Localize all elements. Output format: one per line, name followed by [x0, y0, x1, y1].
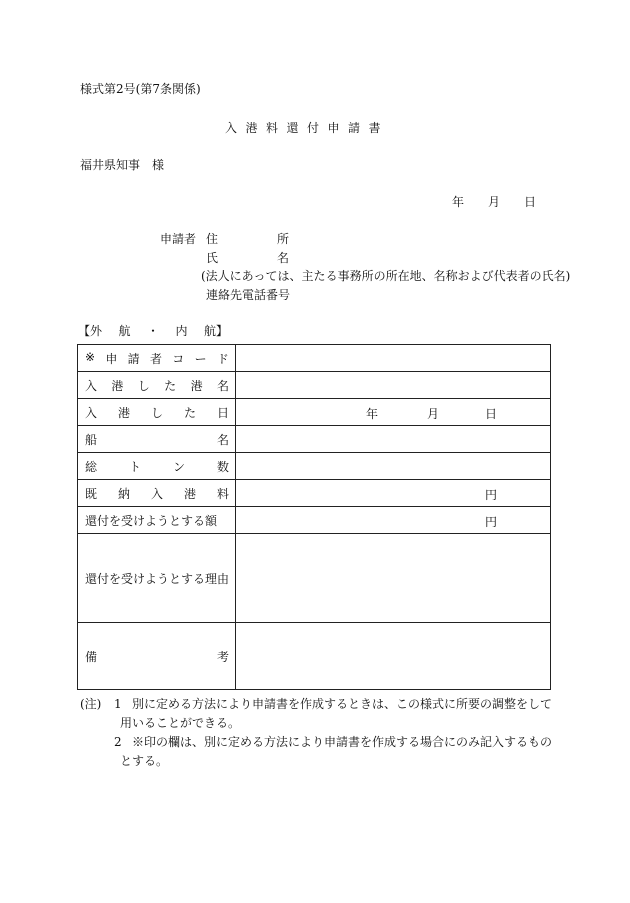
form-number: 様式第2号(第7条関係)	[80, 82, 201, 96]
name-label-2: 名	[277, 251, 290, 265]
table-row	[78, 345, 551, 372]
label-char: 数	[216, 459, 229, 474]
label-entry-date	[78, 399, 236, 426]
paid-fee-field[interactable]	[236, 480, 551, 507]
note-item	[80, 695, 560, 714]
yen-unit: 円	[485, 488, 498, 502]
label-char: コ	[172, 351, 185, 366]
section-char-2: 内	[175, 324, 188, 338]
label-char: 港	[183, 486, 196, 501]
label-char: し	[150, 405, 163, 420]
label-char: た	[164, 378, 177, 393]
label-text: 還付を受けようとする理由	[85, 571, 230, 586]
entry-year: 年	[366, 407, 379, 421]
label-char: 日	[216, 405, 229, 420]
page-title: 入港料還付申請書	[225, 121, 390, 135]
label-char: 名	[216, 378, 229, 393]
label-char: た	[183, 405, 196, 420]
label-char: 港	[111, 378, 124, 393]
label-char: 入	[150, 486, 163, 501]
remarks-field[interactable]	[236, 623, 551, 690]
label-char: 既	[85, 486, 98, 501]
entry-date-field[interactable]	[236, 399, 551, 426]
label-char: 請	[127, 351, 140, 366]
label-char: 船	[85, 432, 98, 447]
note-text: 用いることができる。	[120, 716, 241, 730]
label-char: 者	[149, 351, 162, 366]
label-paid-fee	[78, 480, 236, 507]
yen-unit: 円	[485, 515, 498, 529]
address-label-2: 所	[277, 232, 290, 246]
table-row	[78, 534, 551, 623]
label-remarks	[78, 623, 236, 690]
label-char: 申	[105, 351, 118, 366]
phone-label: 連絡先電話番号	[206, 288, 291, 302]
note-number: 1	[114, 697, 122, 711]
label-gross-tonnage	[78, 453, 236, 480]
label-char: ン	[172, 459, 185, 474]
section-label	[78, 322, 228, 339]
label-char: 港	[190, 378, 203, 393]
table-row	[78, 507, 551, 534]
section-char-1: 航	[118, 324, 131, 338]
label-ship-name	[78, 426, 236, 453]
label-char: ー	[194, 351, 207, 366]
label-char: ※	[85, 349, 96, 364]
note-text: とする。	[120, 754, 169, 768]
label-char: 入	[85, 378, 98, 393]
label-refund-amount	[78, 507, 236, 534]
applicant-heading: 申請者	[160, 232, 197, 246]
label-refund-reason	[78, 534, 236, 623]
label-text: 還付を受けようとする額	[85, 513, 218, 528]
table-row	[78, 480, 551, 507]
label-char: 備	[85, 649, 98, 664]
note-item	[80, 733, 560, 752]
table-row	[78, 372, 551, 399]
label-char: し	[137, 378, 150, 393]
ship-name-field[interactable]	[236, 426, 551, 453]
table-row	[78, 426, 551, 453]
date-day: 日	[524, 195, 537, 209]
table-row	[78, 453, 551, 480]
corporate-note: (法人にあっては、主たる事務所の所在地、名称および代表者の氏名)	[201, 269, 571, 283]
entry-month: 月	[427, 407, 440, 421]
entry-day: 日	[485, 407, 498, 421]
applicant-code-field[interactable]	[236, 345, 551, 372]
label-char: ド	[216, 351, 229, 366]
label-char: 納	[117, 486, 130, 501]
note-text: 別に定める方法により申請書を作成するときは、この様式に所要の調整をして	[132, 697, 553, 711]
gross-tonnage-field[interactable]	[236, 453, 551, 480]
label-char: 入	[85, 405, 98, 420]
name-label-1: 氏	[206, 251, 219, 265]
label-char: 港	[117, 405, 130, 420]
refund-reason-field[interactable]	[236, 534, 551, 623]
table-row	[78, 623, 551, 690]
note-number: 2	[114, 735, 122, 749]
address-label-1: 住	[206, 232, 219, 246]
section-close: 航】	[203, 324, 228, 338]
note-item-continued	[80, 714, 560, 733]
addressee: 福井県知事 様	[80, 158, 165, 172]
label-char: 名	[216, 432, 229, 447]
label-char: 総	[85, 459, 98, 474]
notes-prefix: (注)	[80, 697, 102, 711]
application-table	[77, 344, 551, 690]
table-row	[78, 399, 551, 426]
label-char: 考	[216, 649, 229, 664]
port-name-field[interactable]	[236, 372, 551, 399]
section-open: 【外	[78, 324, 103, 338]
note-item-continued	[80, 752, 560, 771]
date-month: 月	[488, 195, 501, 209]
section-dot: ・	[146, 324, 159, 338]
label-applicant-code	[78, 345, 236, 372]
label-char: 料	[216, 486, 229, 501]
label-port-name	[78, 372, 236, 399]
label-char: ト	[128, 459, 141, 474]
refund-amount-field[interactable]	[236, 507, 551, 534]
notes	[80, 695, 560, 771]
note-text: ※印の欄は、別に定める方法により申請書を作成する場合にのみ記入するもの	[132, 735, 553, 749]
date-year: 年	[452, 195, 465, 209]
